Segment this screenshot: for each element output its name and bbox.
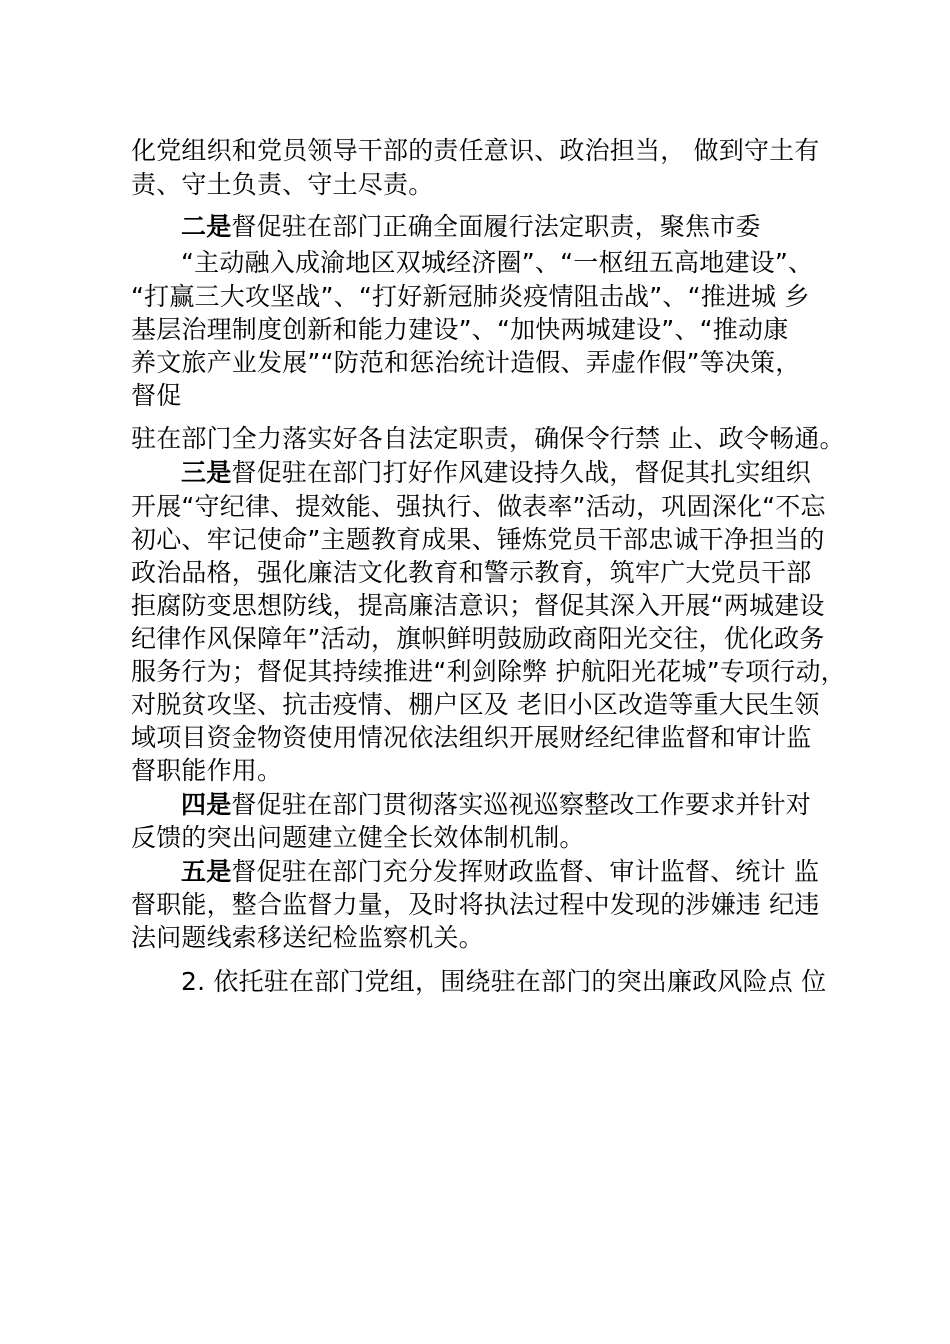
paragraph-3-line-7: 服务行为；督促其持续推进“利剑除弊 护航阳光花城”专项行动，: [131, 657, 846, 686]
paragraph-5-lead: 五是: [181, 857, 232, 886]
paragraph-3-line-1-text: 督促驻在部门打好作风建设持久战，督促其扎实组织: [231, 458, 812, 487]
paragraph-2-line-2: “主动融入成渝地区双城经济圈”、“一枢纽五高地建设”、: [181, 248, 814, 277]
paragraph-2-line-1-text: 督促驻在部门正确全面履行法定职责，聚焦市委: [231, 212, 761, 241]
paragraph-5-line-1: [181, 857, 819, 887]
paragraph-3-line-2: 开展“守纪律、提效能、强执行、做表率”活动，巩固深化“不忘: [131, 492, 826, 521]
paragraph-3-line-1: [181, 458, 811, 488]
paragraph-2-line-6: 督促: [131, 381, 182, 410]
paragraph-1-line-2: 责、守土负责、守土尽责。: [131, 170, 434, 199]
paragraph-3-line-3: 初心、牢记使命”主题教育成果、锤炼党员干部忠诚干净担当的: [131, 525, 825, 554]
paragraph-4-lead: 四是: [181, 790, 232, 819]
paragraph-2-line-1: [181, 212, 761, 242]
paragraph-6-line-1: 2. 依托驻在部门党组，围绕驻在部门的突出廉政风险点 位: [181, 967, 827, 996]
paragraph-2-line-3: “打赢三大攻坚战”、“打好新冠肺炎疫情阻击战”、“推进城 乡: [131, 282, 810, 311]
paragraph-3-line-10: 督职能作用。: [131, 756, 283, 785]
paragraph-4-line-2: 反馈的突出问题建立健全长效体制机制。: [131, 823, 585, 852]
paragraph-3-line-8: 对脱贫攻坚、抗击疫情、棚户区及 老旧小区改造等重大民生领: [131, 690, 820, 719]
paragraph-5-line-3: 法问题线索移送纪检监察机关。: [131, 923, 484, 952]
paragraph-1-line-1: 化党组织和党员领导干部的责任意识、政治担当， 做到守土有: [131, 136, 820, 165]
paragraph-3-line-4: 政治品格，强化廉洁文化教育和警示教育，筑牢广大党员干部: [131, 558, 812, 587]
paragraph-2-line-5: 养文旅产业发展”“防范和惩治统计造假、弄虚作假”等决策，: [131, 348, 801, 377]
paragraph-3-lead: 三是: [181, 458, 232, 487]
paragraph-2-lead: 二是: [181, 212, 232, 241]
paragraph-3-line-5: 拒腐防变思想防线，提高廉洁意识；督促其深入开展“两城建设: [131, 591, 825, 620]
paragraph-2-line-4: 基层治理制度创新和能力建设”、“加快两城建设”、“推动康: [131, 315, 789, 344]
paragraph-5-line-1-text: 督促驻在部门充分发挥财政监督、审计监督、统计 监: [231, 857, 820, 886]
paragraph-3-line-6: 纪律作风保障年”活动，旗帜鲜明鼓励政商阳光交往，优化政务: [131, 624, 825, 653]
paragraph-4-line-1-text: 督促驻在部门贯彻落实巡视巡察整改工作要求并针对: [231, 790, 812, 819]
paragraph-4-line-1: [181, 790, 811, 820]
paragraph-2-line-7: 驻在部门全力落实好各自法定职责，确保令行禁 止、政令畅通。: [131, 424, 845, 453]
paragraph-5-line-2: 督职能，整合监督力量，及时将执法过程中发现的涉嫌违 纪违: [131, 890, 820, 919]
paragraph-3-line-9: 域项目资金物资使用情况依法组织开展财经纪律监督和审计监: [131, 723, 812, 752]
